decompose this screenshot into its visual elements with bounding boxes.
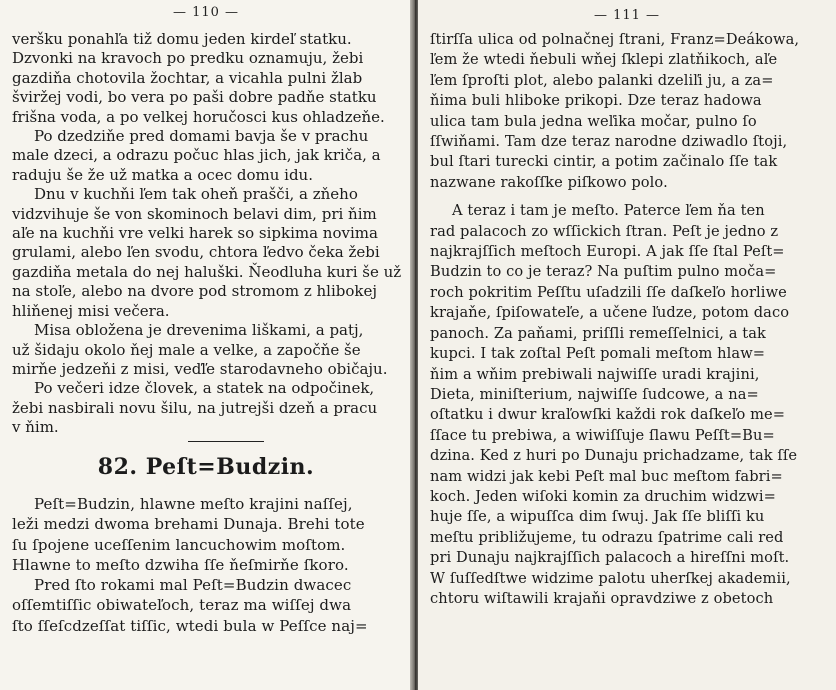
text-line: Hlawne to meſto dzwiha ſſe ňeſmirňe ſkoro. bbox=[12, 555, 349, 574]
section-heading: 82. Peſt=Budzin. bbox=[97, 454, 315, 480]
text-line: na stoľe, alebo na dvore pod stromom z hlibokej bbox=[12, 282, 378, 301]
paragraph-gap bbox=[430, 193, 828, 201]
text-line: ſu ſpojene uceſſenim lancuchowim moſtom. bbox=[12, 535, 346, 554]
text-line: aľe na kuchňi vre velki harek so sipkima novima bbox=[12, 224, 378, 243]
text-line: ľem že wtedi ňebuli wňej ſklepi zlatňikoch, aľe bbox=[430, 51, 778, 69]
paragraph bbox=[12, 185, 404, 321]
right-body-text bbox=[430, 30, 828, 609]
text-line: šviržej vodi, bo vera po paši dobre padňe statku bbox=[12, 88, 377, 107]
text-line: Po večeri idze človek, a statek na odpočinek, bbox=[34, 379, 375, 398]
paragraph bbox=[12, 127, 404, 185]
text-line: ňima buli hliboke prikopi. Dze teraz hadowa bbox=[430, 92, 762, 110]
page-number-right: — 111 — bbox=[593, 8, 661, 23]
text-line: mirňe jedzeňi z misi, veďľe starodavneho običaju. bbox=[12, 359, 388, 378]
text-line: meſtu približujeme, tu odrazu ſpatrime cali red bbox=[430, 528, 784, 546]
text-line: frišna voda, a po velkej horučosci kus ohladzeňe. bbox=[12, 107, 385, 126]
text-line: rad palacoch zo wſſickich ſtran. Peſt je jedno z bbox=[430, 222, 779, 240]
left-body-text bbox=[12, 30, 404, 438]
text-line: ulica tam bula jedna weľika močar, pulno ſo bbox=[430, 112, 757, 130]
text-line: už šidaju okolo ňej male a velke, a započňe še bbox=[12, 340, 361, 359]
text-line: gazdiňa chotovila žochtar, a vicahla pulni žlab bbox=[12, 68, 363, 87]
text-line: Peſt=Budzin, hlawne meſto krajini naſſej, bbox=[34, 495, 353, 513]
text-line: huje ſſe, a wipuſſca dim ſwuj. Jak ſſe bliſſi ku bbox=[430, 508, 765, 526]
text-line: grulami, alebo ľen svodu, chtora ľedvo čeka žebi bbox=[12, 243, 380, 262]
text-line: Budzin to co je teraz? Na puſtim pulno moča= bbox=[430, 263, 777, 281]
text-line: Pred ſto rokami mal Peſt=Budzin dwacec bbox=[34, 576, 352, 595]
text-line: oſſemtiſſic obiwateľoch, teraz ma wiſſej dwa bbox=[12, 596, 352, 615]
page-number-left: — 110 — bbox=[172, 5, 240, 20]
section-body-text bbox=[12, 494, 407, 636]
text-line: ſto ſſeſcdzeſſat tiſſic, wtedi bula w Peſſce naj= bbox=[12, 616, 368, 635]
text-line: koch. Jeden wiſoki komin za druchim widzwi= bbox=[430, 487, 776, 505]
text-line: chtoru wiſtawili krajaňi opravdziwe z obetoch bbox=[430, 589, 774, 607]
text-line: dzina. Ked z huri po Dunaju prichadzame, tak ſſe bbox=[430, 447, 798, 465]
text-line: male dzeci, a odrazu počuc hlas jich, jak kriča, a bbox=[12, 146, 381, 165]
text-line: Po dzedziňe pred domami bavja še v prachu bbox=[34, 127, 369, 146]
text-line: Dieta, miniſterium, najwiſſe ſudcowe, a na= bbox=[430, 385, 759, 403]
paragraph bbox=[12, 321, 404, 379]
text-line: najkrajſſich meſtoch Europi. A jak ſſe ſtal Peſt= bbox=[430, 243, 785, 261]
text-line: bul ſtari turecki cintir, a potim začinalo ſſe tak bbox=[430, 153, 778, 171]
text-line: panoch. Za paňami, priſſli remeſſelnici, a tak bbox=[430, 324, 766, 342]
text-line: ňim a wňim prebiwali najwiſſe uradi krajini, bbox=[430, 365, 760, 383]
text-line: roch pokritim Peſſtu uſadzili ſſe daſkeľo horliwe bbox=[430, 283, 787, 301]
text-line: gazdiňa metala do nej haluški. Ňeodluha kuri še už bbox=[12, 262, 402, 281]
text-line: kupci. I tak zoſtal Peſt pomali meſtom hlaw= bbox=[430, 345, 766, 363]
text-line: v ňim. bbox=[12, 418, 59, 437]
text-line: nazwane rakoſſke piſkowo polo. bbox=[430, 173, 668, 191]
text-line: ſſace tu prebiwa, a wiwiſſuje ſlawu Peſſt=Bu= bbox=[430, 426, 775, 444]
text-line: A teraz i tam je meſto. Paterce ľem ňa ten bbox=[452, 202, 765, 220]
text-line: Misa obložena je drevenima liškami, a patj, bbox=[34, 321, 364, 340]
text-line: veršku ponahľa tiž domu jeden kirdeľ statku. bbox=[12, 30, 352, 48]
text-line: ľem ſproſti plot, alebo palanki dzeliľi ju, a za= bbox=[430, 71, 774, 89]
text-line: ſtirſſa ulica od polnačnej ſtrani, Franz=Deákowa, bbox=[430, 31, 800, 48]
text-line: Dzvonki na kravoch po predku oznamuju, žebi bbox=[12, 49, 364, 68]
text-line: vidzvihuje še von skominoch belavi dim, pri ňim bbox=[12, 204, 377, 223]
text-line: leži medzi dwoma brehami Dunaja. Brehi tote bbox=[12, 515, 365, 534]
text-line: Dnu v kuchňi ľem tak oheň prašči, a zňeho bbox=[34, 185, 358, 204]
text-line: oſtatku i dwur kraľowſki každi rok daſkeľo me= bbox=[430, 406, 786, 424]
section-divider bbox=[188, 441, 264, 442]
right-page bbox=[418, 0, 836, 690]
text-line: nam widzi jak kebi Peſt mal buc meſtom fabri= bbox=[430, 467, 783, 485]
text-line: W ſuſſedſtwe widzime palotu uherſkej akademii, bbox=[430, 569, 791, 587]
paragraph bbox=[12, 379, 404, 437]
text-line: raduju še že už matka a ocec domu idu. bbox=[12, 165, 313, 184]
text-line: ſſwiňami. Tam dze teraz narodne dziwadlo ſtoji, bbox=[430, 133, 788, 151]
text-line: krajaňe, ſpiſowateľe, a učene ľudze, potom daco bbox=[430, 304, 790, 322]
text-line: pri Dunaju najkrajſſich palacoch a hirеſſni moſt. bbox=[430, 549, 790, 567]
text-line: hliňenej misi večera. bbox=[12, 301, 170, 320]
paragraph bbox=[12, 30, 404, 127]
text-line: žebi nasbirali novu šilu, na jutrejši dzeň a pracu bbox=[12, 398, 378, 417]
left-page bbox=[0, 0, 412, 690]
